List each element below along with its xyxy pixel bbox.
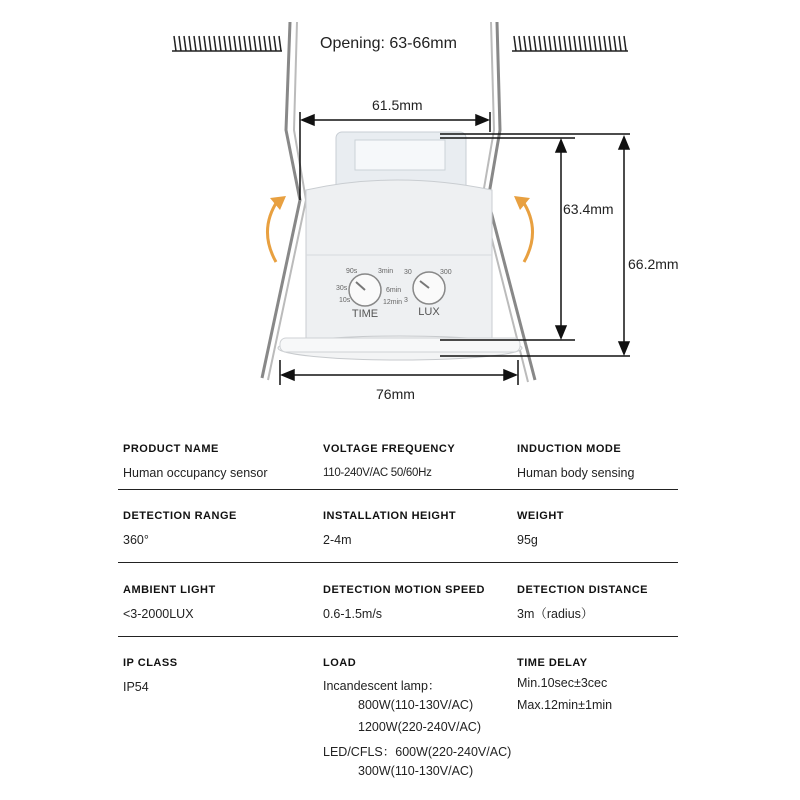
svg-text:90s: 90s [346,268,358,275]
row-divider [118,636,678,637]
spec-ip-class [123,657,178,697]
spec-label: WEIGHT [517,510,564,522]
svg-text:300: 300 [440,269,452,276]
spec-load [323,657,356,669]
spec-label: IP CLASS [123,657,178,669]
spec-ambient-light [123,584,216,624]
svg-text:30: 30 [404,269,412,276]
dim-top-width-label: 61.5mm [372,97,423,113]
row-divider [118,489,678,490]
sensor-body [278,132,522,360]
spec-label: DETECTION MOTION SPEED [323,584,485,596]
load-line: Incandescent lamp： [323,679,441,693]
svg-text:6min: 6min [386,287,402,294]
spec-weight [517,510,564,550]
spec-label: VOLTAGE FREQUENCY [323,443,456,455]
spec-product-name [123,443,268,483]
ceiling-right-hatch [512,36,628,51]
spec-label: INSTALLATION HEIGHT [323,510,457,522]
spec-value: IP54 [123,680,149,694]
spec-induction-mode [517,443,634,483]
spec-label: LOAD [323,657,357,669]
svg-text:10s: 10s [339,297,351,304]
svg-text:3min: 3min [378,268,394,275]
rotate-arrow-left-icon [267,196,286,262]
load-line: LED/CFLS：600W(220-240V/AC) [323,745,512,759]
load-line: 300W(110-130V/AC) [358,764,474,778]
ceiling-left-hatch [172,36,282,51]
rotate-arrow-right-icon [514,196,533,262]
svg-text:3: 3 [404,297,408,304]
spec-value: <3-2000LUX [123,607,194,621]
opening-label: Opening: 63-66mm [320,35,457,52]
spec-detection-range [123,510,237,550]
dial-time-label: TIME [351,308,379,320]
spring-clip-left [262,22,306,380]
load-line: 800W(110-130V/AC) [358,698,474,712]
svg-text:30s: 30s [336,285,348,292]
spec-detection-motion-speed [323,584,485,624]
dim-flange-width-line [280,360,518,385]
spec-value: Human body sensing [517,466,635,480]
spec-time-delay [517,657,588,669]
spec-value: 3m（radius） [517,607,594,621]
spec-value: Human occupancy sensor [123,466,268,480]
spec-label: DETECTION RANGE [123,510,237,522]
svg-text:12min: 12min [383,299,403,306]
dim-total-height-label: 66.2mm [628,256,679,272]
dial-lux-label: LUX [418,306,440,318]
spec-label: PRODUCT NAME [123,443,219,455]
spec-label: DETECTION DISTANCE [517,584,649,596]
spec-value: 2-4m [323,533,352,547]
time-delay-line: Max.12min±1min [517,698,613,712]
time-delay-line: Min.10sec±3cec [517,676,608,690]
spec-label: AMBIENT LIGHT [123,584,216,596]
dim-flange-width-label: 76mm [376,386,415,402]
spec-value: 110-240V/AC 50/60Hz [323,467,432,479]
spec-value: 360° [123,533,149,547]
spec-voltage-frequency [323,443,455,483]
spec-detection-distance [517,584,648,624]
row-divider [118,562,678,563]
spec-label: TIME DELAY [517,657,588,669]
spec-installation-height [323,510,456,550]
load-line: 1200W(220-240V/AC) [358,720,481,734]
spec-value: 0.6-1.5m/s [323,607,383,621]
spec-value: 95g [517,533,538,547]
dim-inner-height-label: 63.4mm [563,201,614,217]
spec-label: INDUCTION MODE [517,443,622,455]
